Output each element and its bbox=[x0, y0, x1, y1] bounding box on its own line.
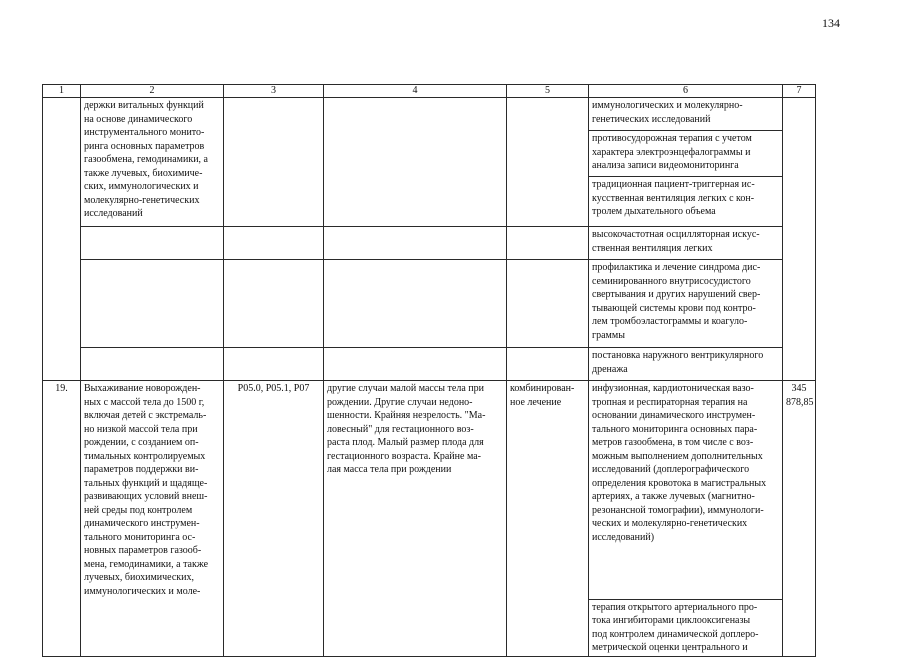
table-row bbox=[43, 98, 816, 131]
empty-cell bbox=[224, 227, 324, 260]
empty-cell bbox=[81, 227, 224, 260]
column-header-1: 1 bbox=[43, 85, 81, 98]
continuation-codes-cell bbox=[224, 98, 324, 227]
column-header-7: 7 bbox=[783, 85, 816, 98]
cost-cell: 345 878,85 bbox=[783, 381, 816, 657]
empty-cell bbox=[324, 348, 507, 381]
empty-cell bbox=[324, 260, 507, 348]
column-header-4: 4 bbox=[324, 85, 507, 98]
method-cell: профилактика и лечение синдрома дис- семинированного внутрисосудистого свертывания и других нарушений свер- тывающей системы крови под контро- лем тромбоэластограммы и коагуло- граммы bbox=[589, 260, 783, 348]
table-row bbox=[43, 260, 816, 348]
empty-cell bbox=[224, 260, 324, 348]
continuation-diagnosis-cell bbox=[324, 98, 507, 227]
method-cell: высокочастотная осцилляторная искус- ственная вентиляция легких bbox=[589, 227, 783, 260]
table-row-19 bbox=[43, 381, 816, 600]
method-cell: иммунологических и молекулярно- генетических исследований bbox=[589, 98, 783, 131]
method-cell: инфузионная, кардиотоническая вазо- тропная и респираторная терапия на основании динамического инструмен- тального мониторинга основных пара- метров газообмена, в том числе с воз- можным выполнением дополнительных исследований (доплерографического определения кровотока в магистральных артериях, а также лучевых (магнитно- резонансной томографии), иммунологи- ческих и молекулярно-генетических исследований) bbox=[589, 381, 783, 600]
continuation-type-cell bbox=[507, 98, 589, 227]
row-number: 19. bbox=[43, 381, 81, 657]
empty-cell bbox=[224, 348, 324, 381]
column-header-2: 2 bbox=[81, 85, 224, 98]
column-header-5: 5 bbox=[507, 85, 589, 98]
diagnosis-cell: другие случаи малой массы тела при рождении. Другие случаи недоно- шенности. Крайняя незрелость. "Ма- ловесный" для гестационного воз- раста плод. Малый размер плода для гестационного возраста. Крайне ма- лая масса тела при рождении bbox=[324, 381, 507, 657]
page-number: 134 bbox=[822, 16, 840, 30]
column-header-3: 3 bbox=[224, 85, 324, 98]
empty-cell bbox=[507, 260, 589, 348]
empty-cell bbox=[507, 227, 589, 260]
services-table bbox=[42, 84, 816, 657]
method-cell: традиционная пациент-триггерная ис- кусственная вентиляция легких с кон- тролем дыхательного объема bbox=[589, 177, 783, 227]
service-name-continuation bbox=[81, 599, 224, 656]
empty-cell bbox=[324, 227, 507, 260]
diagnosis-codes-cell: P05.0, P05.1, P07 bbox=[224, 381, 324, 657]
continuation-cost-cell bbox=[783, 98, 816, 381]
empty-cell bbox=[507, 348, 589, 381]
empty-cell bbox=[81, 260, 224, 348]
empty-cell bbox=[81, 348, 224, 381]
treatment-type-cell: комбинирован- ное лечение bbox=[507, 381, 589, 657]
table-row bbox=[43, 227, 816, 260]
column-header-row bbox=[43, 85, 816, 98]
method-cell: противосудорожная терапия с учетом характера электроэнцефалограммы и анализа записи видеомониторинга bbox=[589, 131, 783, 177]
continuation-name-cell: держки витальных функций на основе динамического инструментального монито- ринга основных параметров газообмена, гемодинамики, а также лучевых, биохимиче- ских, иммунологических и молекулярно-генетических исследований bbox=[81, 98, 224, 227]
column-header-6: 6 bbox=[589, 85, 783, 98]
method-cell: постановка наружного вентрикулярного дренажа bbox=[589, 348, 783, 381]
table-row bbox=[43, 348, 816, 381]
service-name-cell: Выхаживание новорожден- ных с массой тела до 1500 г, включая детей с экстремаль- но низкой массой тела при рождении, с созданием оп- тимальных контролируемых параметров поддержки ви- тальных функций и щадяще- развивающих условий внеш- ней среды под контролем динамического инструмен- тального мониторинга ос- новных параметров газооб- мена, гемодинамики, а также лучевых, биохимических, иммунологических и моле- bbox=[81, 381, 224, 600]
method-cell: терапия открытого артериального про- тока ингибиторами циклооксигеназы под контролем динамической доплеро- метрической оценки центрального и bbox=[589, 599, 783, 656]
continuation-num-cell bbox=[43, 98, 81, 381]
